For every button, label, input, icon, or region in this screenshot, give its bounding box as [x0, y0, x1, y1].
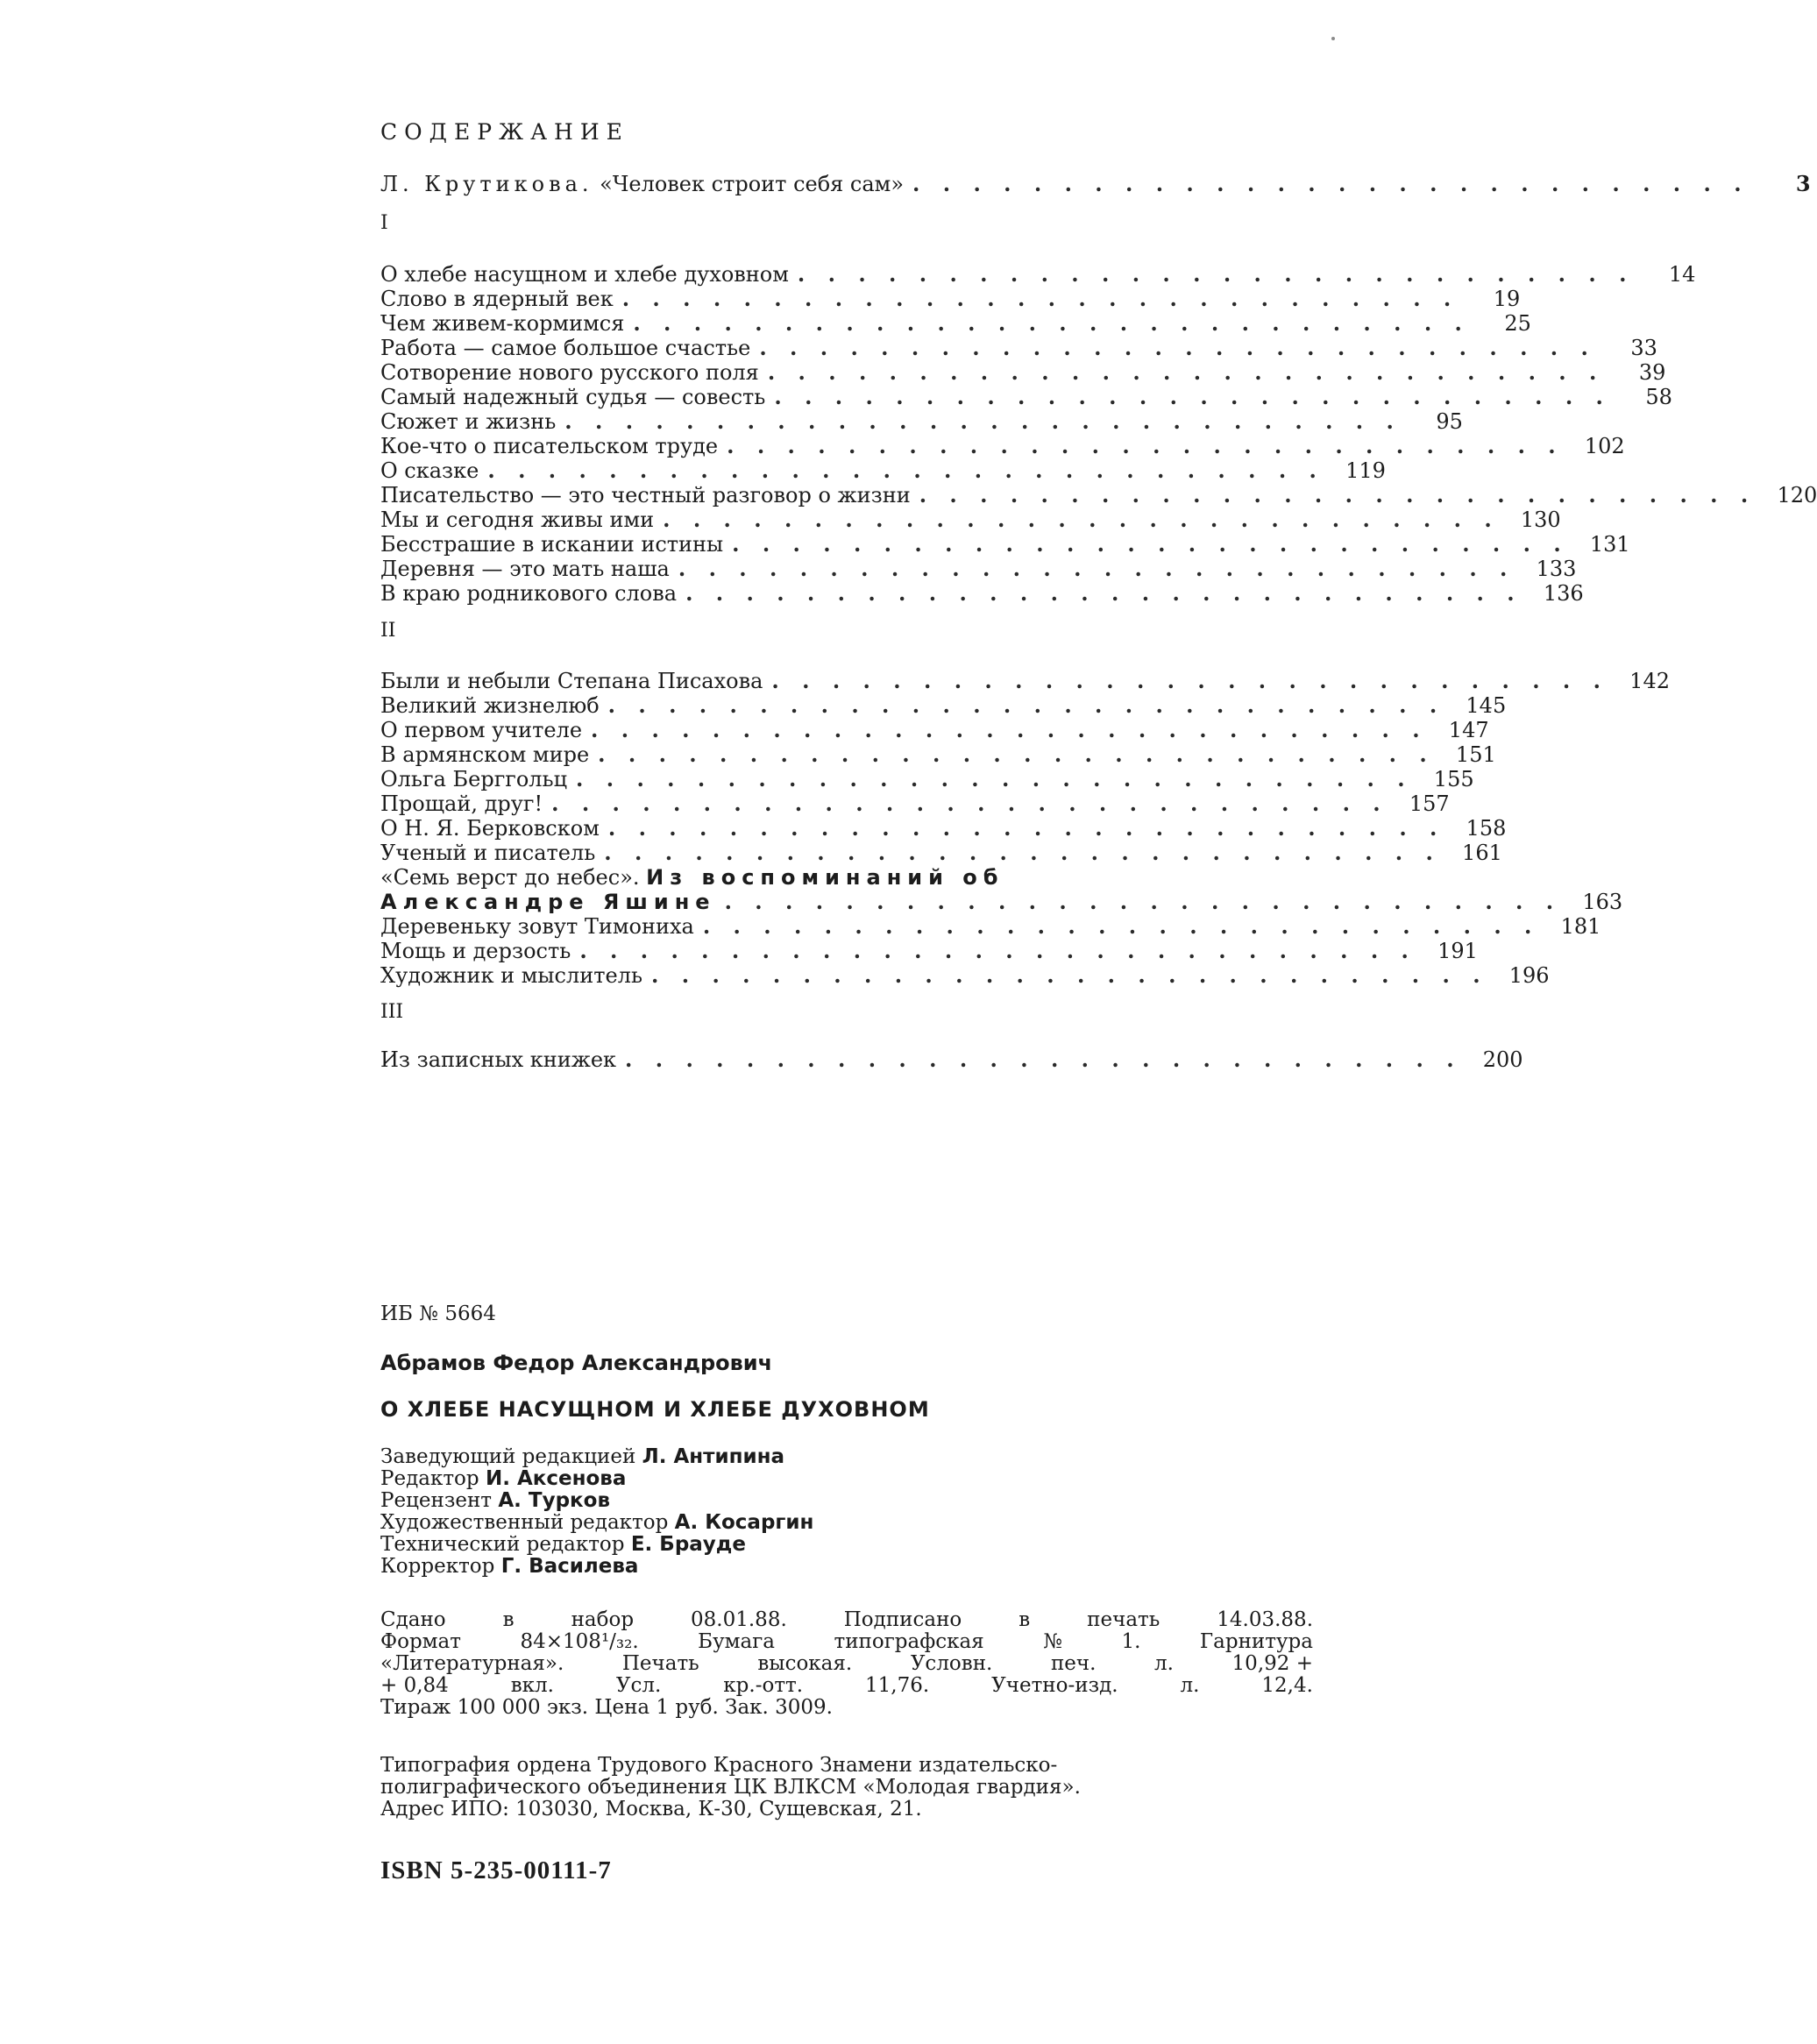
toc-entry-title: О хлебе насущном и хлебе духовном — [380, 262, 789, 287]
toc-entry-title: Мощь и дерзость — [380, 939, 571, 963]
publication-line — [380, 1697, 1313, 1719]
staff-name: Г. Василева — [500, 1555, 639, 1578]
toc-entry[interactable] — [380, 766, 1474, 791]
preface-author: Л. Крутикова. — [380, 172, 593, 196]
leader-dots: . . . . . . . . . . . . . . . . . . . . . . . . . . . . — [912, 171, 1750, 196]
toc-page-number: 161 — [1462, 841, 1502, 865]
publication-word: + 0,84 — [380, 1674, 449, 1697]
toc-entry-title: Из записных книжек — [380, 1047, 617, 1072]
publication-line — [380, 1675, 1313, 1697]
publication-word: «Литературная». — [380, 1652, 564, 1675]
toc-entry-title: Сотворение нового русского поля — [380, 360, 759, 385]
leader-dots: . . . . . . . . . . . . . . . . . . . . . . . . . . . . — [607, 815, 1445, 841]
toc-entry-multiline-first[interactable] — [380, 865, 1313, 890]
publication-line — [380, 1631, 1313, 1653]
publication-word: л. — [1154, 1652, 1174, 1675]
toc-entry[interactable] — [380, 840, 1502, 865]
staff-line — [380, 1446, 1313, 1468]
publication-word: в — [1019, 1608, 1031, 1631]
staff-line — [380, 1512, 1313, 1534]
publication-word: Гарнитура — [1199, 1630, 1313, 1653]
toc-entry-title: Ученый и писатель — [380, 841, 596, 865]
toc-page-number: 155 — [1433, 767, 1474, 791]
publication-word: типографская — [834, 1630, 984, 1653]
toc-page-number: 200 — [1482, 1047, 1523, 1072]
toc-page-number: 14 — [1668, 262, 1696, 287]
staff-name: И. Аксенова — [485, 1467, 627, 1490]
toc-entry-title: Ольга Берггольц — [380, 767, 568, 791]
printer-line: Типография ордена Трудового Красного Знамени издательско- — [380, 1754, 1058, 1777]
toc-entry-title: О Н. Я. Берковском — [380, 816, 600, 841]
toc-page-number: 163 — [1582, 890, 1623, 914]
toc-page-number: 131 — [1589, 532, 1630, 557]
print-speck — [1331, 37, 1335, 40]
toc-entry[interactable] — [380, 359, 1666, 385]
staff-role: Корректор — [380, 1555, 495, 1578]
toc-entry-title: Деревеньку зовут Тимониха — [380, 914, 694, 939]
leader-dots: . . . . . . . . . . . . . . . . . . . . . . . . . . . . — [579, 938, 1416, 963]
staff-line — [380, 1468, 1313, 1490]
publication-word: высокая. — [757, 1652, 853, 1675]
toc-entry[interactable] — [380, 286, 1521, 311]
isbn: ISBN 5-235-00111-7 — [380, 1856, 612, 1884]
publication-word: № — [1043, 1630, 1062, 1653]
toc-entry-title: Были и небыли Степана Писахова — [380, 669, 763, 693]
leader-dots: . . . . . . . . . . . . . . . . . . . . . . . . . . . . — [727, 433, 1564, 458]
staff-role: Технический редактор — [380, 1533, 625, 1556]
book-title: О ХЛЕБЕ НАСУЩНОМ И ХЛЕБЕ ДУХОВНОМ — [380, 1397, 930, 1422]
preface-title: «Человек строит себя сам» — [600, 172, 905, 196]
section-label: I — [380, 212, 388, 234]
staff-role: Художественный редактор — [380, 1511, 669, 1534]
toc-page-number: 19 — [1493, 287, 1521, 311]
leader-dots: . . . . . . . . . . . . . . . . . . . . . . . . . . . . — [607, 692, 1445, 718]
toc-entry-title-spaced: Александре Яшине — [380, 890, 716, 914]
toc-entry-title: Кое-что о писательском труде — [380, 434, 719, 458]
leader-dots: . . . . . . . . . . . . . . . . . . . . . . . . . . . . — [625, 1047, 1462, 1072]
staff-role: Рецензент — [380, 1489, 493, 1512]
leader-dots: . . . . . . . . . . . . . . . . . . . . . . . . . . . . — [759, 335, 1596, 360]
toc-entry-title: Чем живем-кормимся — [380, 311, 625, 336]
publication-word: 1. — [1121, 1630, 1141, 1653]
toc-page-number: 33 — [1630, 336, 1657, 360]
leader-dots: . . . . . . . . . . . . . . . . . . . . . . . . . . . . — [551, 791, 1388, 816]
leader-dots: . . . . . . . . . . . . . . . . . . . . . . . . . . . . — [724, 889, 1562, 914]
leader-dots: . . . . . . . . . . . . . . . . . . . . . . . . . . . . — [771, 668, 1608, 693]
toc-page-number: 130 — [1520, 507, 1561, 532]
staff-role: Заведующий редакцией — [380, 1445, 636, 1468]
toc-page-number: 142 — [1629, 669, 1670, 693]
printer-line: Адрес ИПО: 103030, Москва, К-30, Сущевская, 21. — [380, 1798, 922, 1820]
toc-page-number: 196 — [1508, 963, 1550, 988]
publication-word: Сдано — [380, 1608, 446, 1631]
publication-word: Усл. — [615, 1674, 662, 1697]
toc-page-number: 145 — [1466, 693, 1507, 718]
publication-word: 12,4. — [1261, 1674, 1313, 1697]
staff-line — [380, 1490, 1313, 1512]
toc-entry-title: Работа — самое большое счастье — [380, 336, 751, 360]
publication-word: печать — [1087, 1608, 1160, 1631]
staff-name: А. Косаргин — [674, 1511, 814, 1534]
toc-entry-title: В армянском мире — [380, 742, 590, 767]
leader-dots: . . . . . . . . . . . . . . . . . . . . . . . . . . . . — [663, 507, 1500, 532]
toc-page-number: 133 — [1536, 557, 1577, 581]
toc-entry[interactable] — [380, 433, 1625, 458]
toc-entry-title: Мы и сегодня живы ими — [380, 507, 655, 532]
toc-entry-title: Художник и мыслитель — [380, 963, 643, 988]
toc-entry-title — [380, 865, 1004, 890]
toc-entry-title — [380, 172, 904, 196]
toc-entry[interactable] — [380, 580, 1584, 606]
toc-entry-title-spaced: Из воспоминаний об — [646, 865, 1004, 890]
publication-word: 10,92 + — [1231, 1652, 1313, 1675]
publication-word: вкл. — [510, 1674, 554, 1697]
staff-name: Л. Антипина — [642, 1445, 785, 1468]
toc-page-number: 181 — [1560, 914, 1601, 939]
toc-entry[interactable] — [380, 913, 1601, 939]
toc-entry[interactable] — [380, 482, 1817, 507]
toc-page-number: 120 — [1777, 483, 1817, 507]
leader-dots: . . . . . . . . . . . . . . . . . . . . . . . . . . . . — [919, 482, 1757, 507]
leader-dots: . . . . . . . . . . . . . . . . . . . . . . . . . . . . — [604, 840, 1441, 865]
toc-entry-title: Самый надежный судья — совесть — [380, 385, 766, 409]
toc-entry-multiline-second[interactable] — [380, 889, 1623, 914]
toc-entry-title: О сказке — [380, 458, 479, 483]
toc-entry[interactable] — [380, 962, 1550, 988]
book-author: Абрамов Федор Александрович — [380, 1351, 773, 1375]
toc-entry[interactable] — [380, 668, 1670, 693]
staff-name: А. Турков — [498, 1489, 611, 1512]
publication-word: Учетно-изд. — [991, 1674, 1118, 1697]
leader-dots: . . . . . . . . . . . . . . . . . . . . . . . . . . . . — [576, 766, 1413, 791]
toc-entry-title: Великий жизнелюб — [380, 693, 600, 718]
toc-entry[interactable] — [380, 1047, 1523, 1072]
toc-entry[interactable] — [380, 310, 1531, 336]
publication-word: 14.03.88. — [1217, 1608, 1313, 1631]
toc-entry-title: Бесстрашие в искании истины — [380, 532, 724, 557]
publication-word: Формат — [380, 1630, 461, 1653]
toc-entry-title: Слово в ядерный век — [380, 287, 614, 311]
section-label: III — [380, 1001, 404, 1023]
toc-page-number: 102 — [1584, 434, 1625, 458]
toc-entry-title-plain: «Семь верст до небес». — [380, 865, 640, 890]
toc-entry[interactable] — [380, 742, 1496, 767]
toc-entry-title: Деревня — это мать наша — [380, 557, 670, 581]
publication-word: Тираж 100 000 экз. Цена 1 руб. Зак. 3009. — [380, 1696, 833, 1719]
ib-number: ИБ № 5664 — [380, 1302, 496, 1325]
leader-dots: . . . . . . . . . . . . . . . . . . . . . . . . . . . . — [678, 556, 1515, 581]
section-label: II — [380, 620, 396, 642]
toc-page-number: 191 — [1437, 939, 1478, 963]
publication-word: Условн. — [910, 1652, 993, 1675]
toc-page-number: 95 — [1436, 409, 1463, 434]
leader-dots: . . . . . . . . . . . . . . . . . . . . . . . . . . . . — [685, 580, 1522, 606]
leader-dots: . . . . . . . . . . . . . . . . . . . . . . . . . . . . — [621, 286, 1459, 311]
toc-entry[interactable] — [380, 335, 1657, 360]
toc-entry[interactable] — [380, 815, 1507, 841]
leader-dots: . . . . . . . . . . . . . . . . . . . . . . . . . . . . — [702, 913, 1540, 939]
leader-dots: . . . . . . . . . . . . . . . . . . . . . . . . . . . . — [591, 717, 1428, 742]
toc-page-number: 58 — [1645, 385, 1672, 409]
staff-role: Редактор — [380, 1467, 479, 1490]
leader-dots: . . . . . . . . . . . . . . . . . . . . . . . . . . . . — [797, 261, 1635, 287]
publication-word: набор — [571, 1608, 635, 1631]
publication-details — [380, 1609, 1313, 1719]
toc-entry[interactable] — [380, 384, 1672, 409]
publication-word: Подписано — [843, 1608, 962, 1631]
toc-entry-title: Писательство — это честный разговор о жизни — [380, 483, 911, 507]
publication-word: Бумага — [698, 1630, 775, 1653]
toc-page-number: 151 — [1455, 742, 1496, 767]
publication-word: кр.-отт. — [723, 1674, 804, 1697]
toc-entry[interactable] — [380, 458, 1386, 483]
toc-entry[interactable] — [380, 717, 1489, 742]
editorial-staff — [380, 1446, 1313, 1578]
staff-line — [380, 1534, 1313, 1556]
leader-dots: . . . . . . . . . . . . . . . . . . . . . . . . . . . . — [651, 962, 1488, 988]
toc-entry[interactable] — [380, 507, 1561, 532]
toc-entry[interactable] — [380, 556, 1577, 581]
staff-name: Е. Брауде — [630, 1533, 746, 1556]
leader-dots: . . . . . . . . . . . . . . . . . . . . . . . . . . . . — [598, 742, 1435, 767]
publication-word: печ. — [1050, 1652, 1097, 1675]
publication-word: 08.01.88. — [691, 1608, 787, 1631]
leader-dots: . . . . . . . . . . . . . . . . . . . . . . . . . . . . — [564, 408, 1402, 434]
toc-page-number: 157 — [1409, 791, 1450, 816]
toc-page-number: 147 — [1448, 718, 1489, 742]
publication-word: л. — [1180, 1674, 1200, 1697]
toc-page-number: 119 — [1345, 458, 1386, 483]
leader-dots: . . . . . . . . . . . . . . . . . . . . . . . . . . . . — [633, 310, 1470, 336]
publication-word: Печать — [621, 1652, 699, 1675]
toc-page-number: 39 — [1638, 360, 1666, 385]
toc-page-number: 136 — [1543, 581, 1584, 606]
leader-dots: . . . . . . . . . . . . . . . . . . . . . . . . . . . . — [487, 458, 1324, 483]
toc-entry-title: В краю родникового слова — [380, 581, 678, 606]
leader-dots: . . . . . . . . . . . . . . . . . . . . . . . . . . . . — [774, 384, 1611, 409]
toc-entry-title: Сюжет и жизнь — [380, 409, 557, 434]
publication-line — [380, 1653, 1313, 1675]
toc-page-number: 158 — [1466, 816, 1507, 841]
toc-entry[interactable] — [380, 408, 1463, 434]
toc-entry-preface[interactable] — [380, 171, 1811, 196]
publication-word: в — [502, 1608, 515, 1631]
toc-page-number: 3 — [1795, 171, 1811, 196]
publication-word: 11,76. — [865, 1674, 930, 1697]
leader-dots: . . . . . . . . . . . . . . . . . . . . . . . . . . . . — [767, 359, 1605, 385]
toc-page-number: 25 — [1504, 311, 1531, 336]
printer-line: полиграфического объединения ЦК ВЛКСМ «Молодая гвардия». — [380, 1776, 1081, 1799]
printer-details — [380, 1755, 1313, 1820]
toc-entry-title: Прощай, друг! — [380, 791, 543, 816]
toc-entry[interactable] — [380, 791, 1450, 816]
toc-entry[interactable] — [380, 261, 1696, 287]
toc-entry-title: О первом учителе — [380, 718, 583, 742]
leader-dots: . . . . . . . . . . . . . . . . . . . . . . . . . . . . — [732, 531, 1569, 557]
contents-heading: СОДЕРЖАНИЕ — [380, 119, 629, 145]
toc-entry[interactable] — [380, 692, 1507, 718]
publication-word: 84×108¹/₃₂. — [520, 1630, 639, 1653]
toc-entry[interactable] — [380, 938, 1478, 963]
publication-line — [380, 1609, 1313, 1631]
staff-line — [380, 1556, 1313, 1578]
toc-entry[interactable] — [380, 531, 1630, 557]
